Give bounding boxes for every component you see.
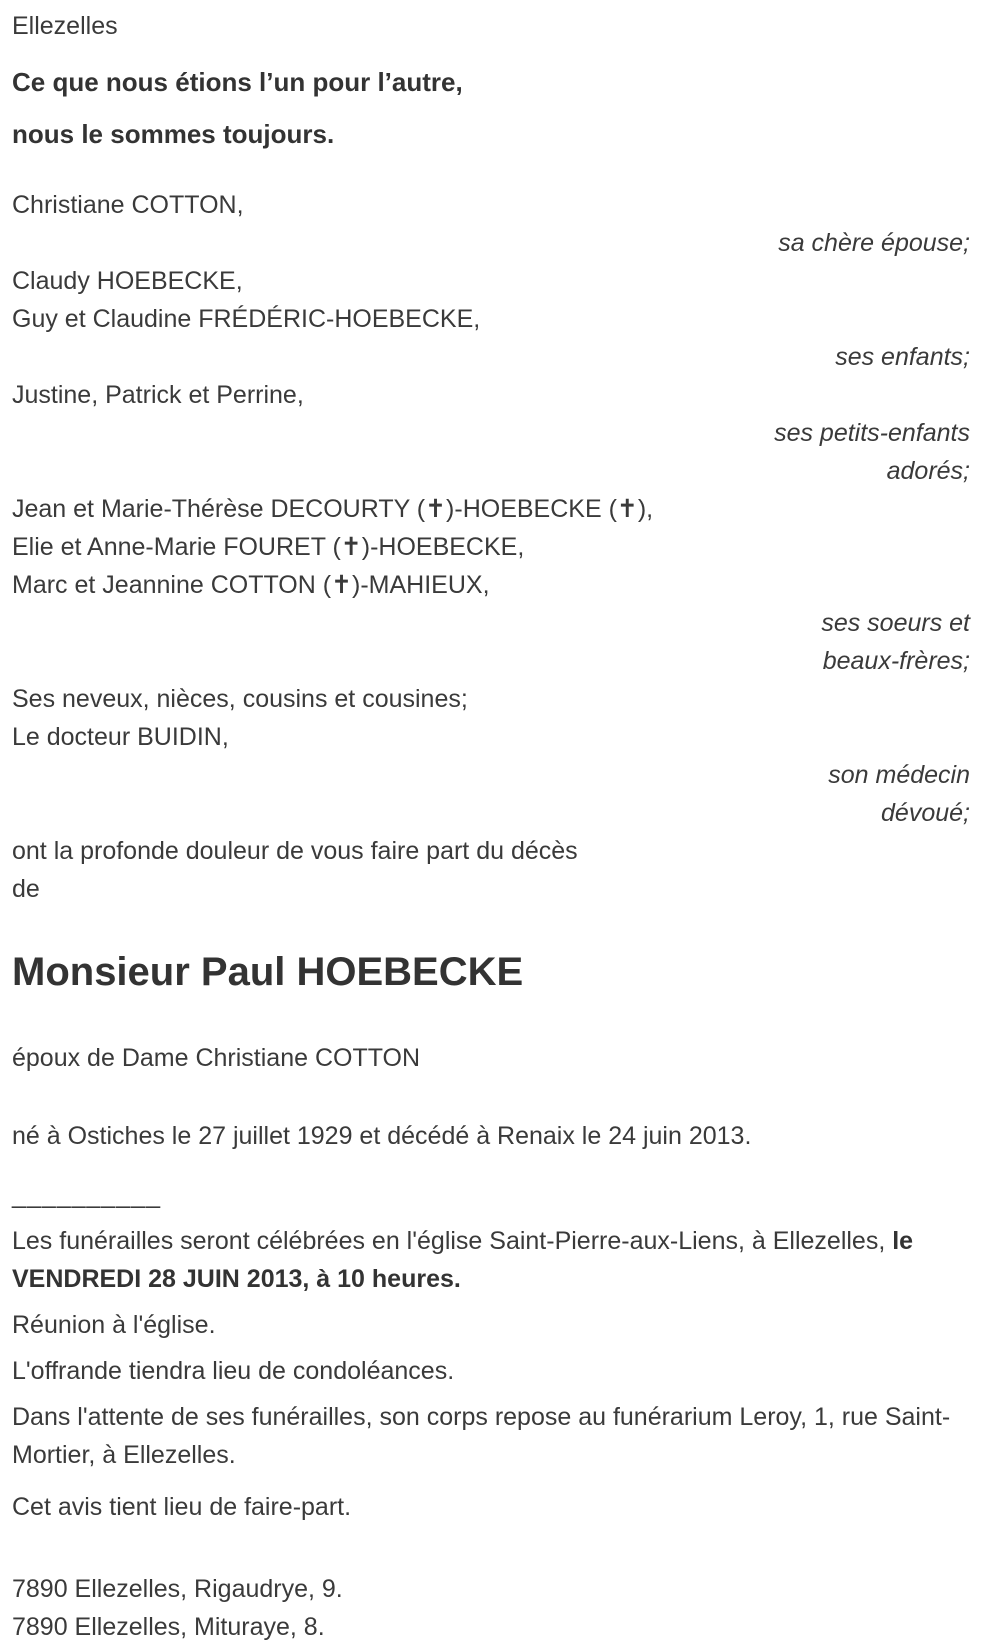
spouse-line: époux de Dame Christiane COTTON [12,1044,421,1072]
family-role: sa chère épouse; [778,229,970,257]
address-line-1: 7890 Ellezelles, Rigaudrye, 9. [12,1575,343,1603]
separator-line: __________ [12,1181,162,1209]
announcement-line-1: ont la profonde douleur de vous faire part du décès [12,837,578,865]
notice-line: Cet avis tient lieu de faire-part. [12,1493,352,1521]
family-name: Le docteur BUIDIN, [12,723,229,751]
repose-line: Dans l'attente de ses funérailles, son corps repose au funérarium Leroy, 1, rue Saint-Mortier, à Ellezelles. [12,1403,951,1469]
offering-line: L'offrande tiendra lieu de condoléances. [12,1357,455,1385]
epitaph [12,56,970,160]
family-name: Christiane COTTON, [12,191,244,219]
meeting-line: Réunion à l'église. [12,1311,216,1339]
life-dates-line: né à Ostiches le 27 juillet 1929 et décédé à Renaix le 24 juin 2013. [12,1122,752,1150]
family-name: Jean et Marie-Thérèse DECOURTY (✝)-HOEBECKE (✝), [12,495,654,523]
family-name: Guy et Claudine FRÉDÉRIC-HOEBECKE, [12,305,481,333]
address-line-2: 7890 Ellezelles, Mituraye, 8. [12,1613,325,1641]
addresses [12,1570,970,1646]
family-list [12,186,970,908]
epitaph-line-1: Ce que nous étions l’un pour l’autre, [12,67,463,97]
family-name: Justine, Patrick et Perrine, [12,381,304,409]
funeral-date-bold: le VENDREDI 28 JUIN 2013, à 10 heures. [12,1227,914,1293]
funeral-text: Les funérailles seront célébrées en l'église Saint-Pierre-aux-Liens, à Ellezelles, [12,1227,893,1255]
epitaph-line-2: nous le sommes toujours. [12,119,335,149]
announcement-line-2: de [12,875,40,903]
deceased-name-heading: Monsieur Paul HOEBECKE [12,950,524,994]
funeral-details [12,1222,970,1298]
place-line: Ellezelles [12,12,118,40]
family-name: Elie et Anne-Marie FOURET (✝)-HOEBECKE, [12,533,525,561]
family-role: son médecin [828,761,970,789]
family-role: ses soeurs et [821,609,970,637]
family-role: beaux-frères; [822,647,970,675]
family-name: Ses neveux, nièces, cousins et cousines; [12,685,468,713]
family-name: Marc et Jeannine COTTON (✝)-MAHIEUX, [12,571,490,599]
family-role: ses petits-enfants [774,419,970,447]
family-role: ses enfants; [835,343,970,371]
family-name: Claudy HOEBECKE, [12,267,243,295]
family-role: adorés; [886,457,970,485]
family-role: dévoué; [881,799,970,827]
